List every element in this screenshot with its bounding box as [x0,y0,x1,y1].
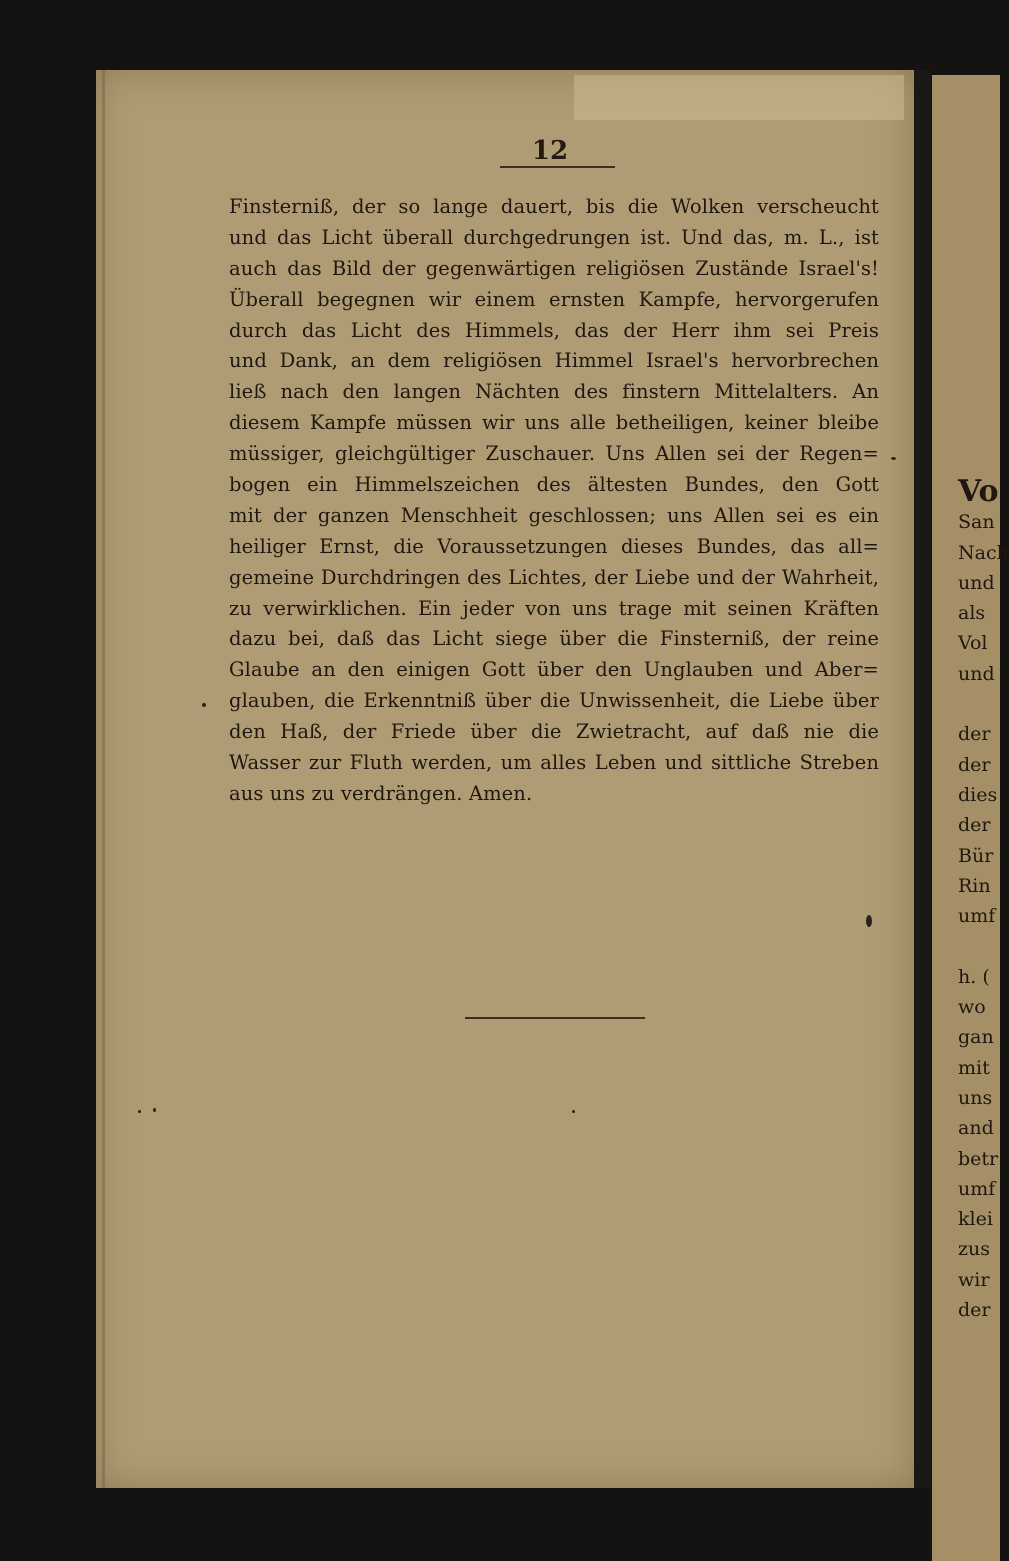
adjacent-line: Vol [958,632,988,655]
text-line: dazu bei, daß das Licht siege über die Finsterniß, der reine [229,627,879,651]
paper-speck [572,1110,575,1113]
end-rule [465,1017,645,1019]
text-line: und das Licht überall durchgedrungen ist. Und das, m. L., ist [229,225,879,249]
page-edge [102,70,105,1488]
paper-speck [891,457,896,460]
adjacent-line: umf [958,1177,996,1200]
adjacent-line: dies [958,783,998,806]
adjacent-line: als [958,602,986,625]
adjacent-line: Nach [958,541,1009,564]
adjacent-line: uns [958,1086,993,1109]
adjacent-line: zus [958,1238,990,1261]
adjacent-line: wir [958,1268,990,1291]
text-line: diesem Kampfe müssen wir uns alle betheiligen, keiner bleibe [229,411,879,435]
text-line: gemeine Durchdringen des Lichtes, der Liebe und der Wahrheit, [229,565,879,589]
paper-speck [153,1108,156,1112]
header-rule [500,166,615,168]
text-line: Wasser zur Fluth werden, um alles Leben und sittliche Streben [229,751,879,775]
text-line: Überall begegnen wir einem ernsten Kampfe, hervorgerufen [229,287,879,311]
text-line: durch das Licht des Himmels, das der Herr ihm sei Preis [229,318,879,342]
paper-speck [138,1110,141,1113]
adjacent-line: und [958,662,995,685]
paper-speck [202,703,206,707]
text-line: Finsterniß, der so lange dauert, bis die Wolken verscheucht [229,195,879,218]
adjacent-line: betr [958,1147,999,1170]
text-line: und Dank, an dem religiösen Himmel Israel's hervorbrechen [229,349,879,373]
text-line: den Haß, der Friede über die Zwietracht, auf daß nie die [229,720,879,744]
adjacent-line [958,931,1009,961]
adjacent-line: der [958,1299,991,1322]
paper-stain [574,75,904,120]
adjacent-line: umf [958,905,996,928]
adjacent-line: and [958,1117,994,1140]
paper-speck [866,915,872,927]
adjacent-line: der [958,753,991,776]
adjacent-line: Bür [958,844,994,867]
adjacent-line: San [958,511,995,534]
text-line: Glaube an den einigen Gott über den Unglauben und Aber= [229,658,879,682]
text-line: müssiger, gleichgültiger Zuschauer. Uns Allen sei der Regen= [229,442,879,466]
text-line: bogen ein Himmelszeichen des ältesten Bundes, den Gott [229,473,879,497]
adjacent-line: klei [958,1208,993,1231]
page-number: 12 [531,136,569,166]
adjacent-line: der [958,814,991,837]
adjacent-line: Vo [958,474,999,509]
adjacent-page-text [958,474,1009,1325]
adjacent-line: Rin [958,874,991,897]
text-line: auch das Bild der gegenwärtigen religiösen Zustände Israel's! [229,256,879,280]
adjacent-line: der [958,723,991,746]
adjacent-line: h. ( [958,965,990,988]
text-line: glauben, die Erkenntniß über die Unwissenheit, die Liebe über [229,689,879,713]
adjacent-line: gan [958,1026,994,1049]
text-line: ließ nach den langen Nächten des finstern Mittelalters. An [229,380,879,404]
adjacent-line: mit [958,1056,990,1079]
page-body-text [229,192,879,810]
adjacent-line: wo [958,996,986,1019]
text-line: zu verwirklichen. Ein jeder von uns trage mit seinen Kräften [229,596,879,620]
adjacent-line [958,689,1009,719]
adjacent-line: und [958,571,995,594]
text-line: mit der ganzen Menschheit geschlossen; uns Allen sei es ein [229,503,879,527]
text-line: heiliger Ernst, die Voraussetzungen dieses Bundes, das all= [229,534,879,558]
text-line: aus uns zu verdrängen. Amen. [229,781,533,805]
